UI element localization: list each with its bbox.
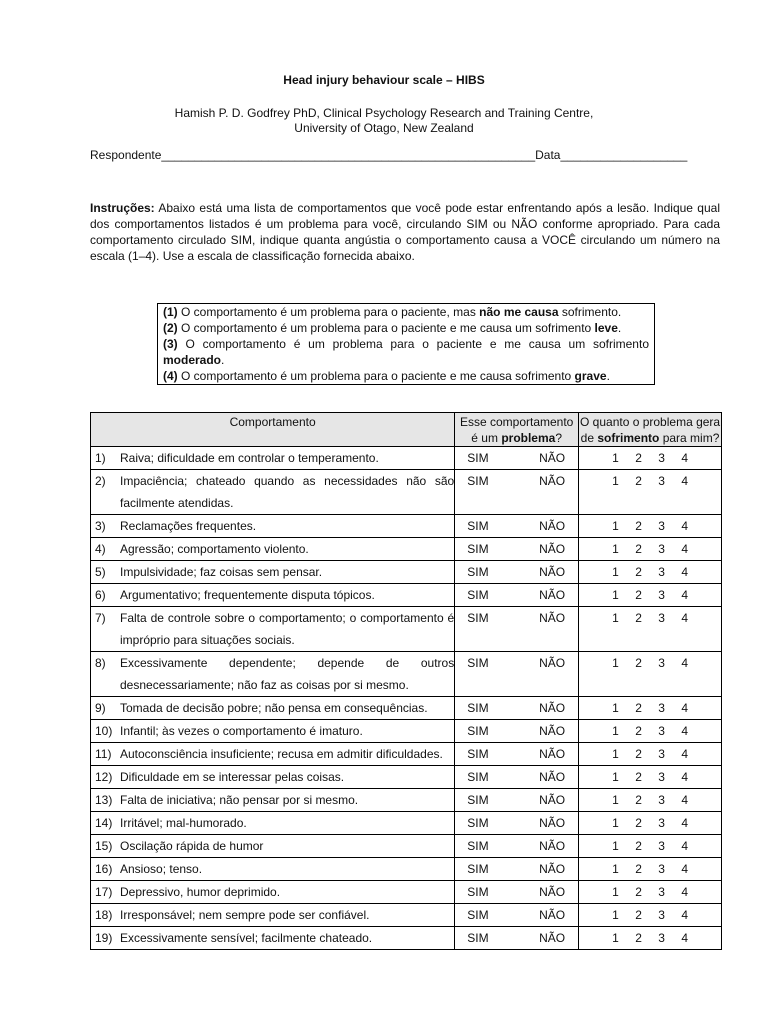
- scale-option[interactable]: 3: [658, 701, 665, 715]
- scale-option[interactable]: 1: [612, 701, 619, 715]
- scale-option[interactable]: 4: [681, 542, 689, 556]
- problem-cell: [455, 858, 579, 881]
- behaviour-cell: [91, 904, 455, 927]
- behaviour-text: Reclamações frequentes.: [120, 519, 257, 533]
- yes-option[interactable]: SIM: [467, 908, 489, 922]
- scale-option[interactable]: 4: [681, 816, 689, 830]
- scale-option[interactable]: 4: [681, 885, 689, 899]
- no-option[interactable]: NÃO: [539, 611, 566, 625]
- row-number: 3): [95, 519, 106, 533]
- distress-cell: [579, 652, 722, 697]
- scale-option[interactable]: 2: [635, 839, 642, 853]
- row-number: 15): [95, 839, 113, 853]
- scale-option[interactable]: 4: [681, 611, 689, 625]
- distress-cell: [579, 835, 722, 858]
- scale-option[interactable]: 1: [612, 542, 619, 556]
- problem-cell: [455, 720, 579, 743]
- behaviour-text: Irresponsável; nem sempre pode ser confiável.: [120, 908, 370, 922]
- behaviour-text: Depressivo, humor deprimido.: [120, 885, 281, 899]
- row-number: 5): [95, 565, 106, 579]
- header-behaviour: Comportamento: [91, 413, 455, 447]
- table-row: [91, 743, 722, 766]
- yes-option[interactable]: SIM: [467, 724, 489, 738]
- row-number: 10): [95, 724, 113, 738]
- scale-option[interactable]: 1: [612, 611, 619, 625]
- no-option[interactable]: NÃO: [539, 908, 566, 922]
- behaviour-text: Irritável; mal-humorado.: [120, 816, 247, 830]
- no-option[interactable]: NÃO: [539, 816, 566, 830]
- behaviour-cell: [91, 538, 455, 561]
- table-row: [91, 584, 722, 607]
- behaviour-cell: [91, 720, 455, 743]
- problem-cell: [455, 904, 579, 927]
- scale-option[interactable]: 3: [658, 656, 665, 670]
- scale-option[interactable]: 4: [681, 588, 689, 602]
- distress-cell: [579, 812, 722, 835]
- scale-option[interactable]: 2: [635, 724, 642, 738]
- scale-item: (2) O comportamento é um problema para o paciente e me causa um sofrimento leve.: [163, 321, 622, 335]
- scale-option[interactable]: 4: [681, 747, 689, 761]
- no-option[interactable]: NÃO: [539, 885, 566, 899]
- scale-option[interactable]: 1: [612, 724, 619, 738]
- behaviour-cell: [91, 812, 455, 835]
- no-option[interactable]: NÃO: [539, 519, 566, 533]
- row-number: 12): [95, 770, 113, 784]
- table-row: [91, 766, 722, 789]
- problem-cell: [455, 927, 579, 950]
- behaviour-cell: [91, 766, 455, 789]
- distress-cell: [579, 515, 722, 538]
- scale-option[interactable]: 1: [612, 474, 619, 488]
- scale-option[interactable]: 4: [681, 793, 689, 807]
- problem-cell: [455, 766, 579, 789]
- distress-cell: [579, 561, 722, 584]
- scale-option[interactable]: 1: [612, 656, 619, 670]
- distress-cell: [579, 447, 722, 470]
- table-row: [91, 561, 722, 584]
- problem-cell: [455, 697, 579, 720]
- table-row: [91, 538, 722, 561]
- scale-option[interactable]: 4: [681, 908, 689, 922]
- header-distress: O quanto o problema gera de sofrimento para mim?: [579, 413, 722, 447]
- row-number: 8): [95, 656, 106, 670]
- table-row: [91, 697, 722, 720]
- yes-option[interactable]: SIM: [467, 816, 489, 830]
- scale-option[interactable]: 3: [658, 908, 665, 922]
- table-row: [91, 789, 722, 812]
- yes-option[interactable]: SIM: [467, 862, 489, 876]
- distress-cell: [579, 858, 722, 881]
- scale-option[interactable]: 3: [658, 793, 665, 807]
- scale-item: (4) O comportamento é um problema para o paciente e me causa sofrimento grave.: [163, 369, 610, 383]
- scale-option[interactable]: 2: [635, 451, 642, 465]
- scale-option[interactable]: 2: [635, 885, 642, 899]
- distress-cell: [579, 789, 722, 812]
- header-problem: Esse comportamento é um problema?: [455, 413, 579, 447]
- scale-option[interactable]: 2: [635, 908, 642, 922]
- no-option[interactable]: NÃO: [539, 770, 566, 784]
- behaviour-text: Excessivamente dependente; depende de outros desnecessariamente; não faz as coisas por si mesmo.: [120, 656, 455, 692]
- row-number: 19): [95, 931, 113, 945]
- scale-option[interactable]: 2: [635, 862, 642, 876]
- scale-option[interactable]: 1: [612, 885, 619, 899]
- table-row: [91, 927, 722, 950]
- behaviour-text: Falta de iniciativa; não pensar por si mesmo.: [120, 793, 359, 807]
- behaviour-cell: [91, 835, 455, 858]
- problem-cell: [455, 835, 579, 858]
- problem-cell: [455, 881, 579, 904]
- distress-cell: [579, 904, 722, 927]
- row-number: 1): [95, 451, 106, 465]
- row-number: 11): [95, 747, 112, 761]
- document-title: Head injury behaviour scale – HIBS: [283, 73, 485, 87]
- row-number: 9): [95, 701, 106, 715]
- scale-option[interactable]: 4: [681, 474, 689, 488]
- scale-option[interactable]: 3: [658, 770, 665, 784]
- scale-option[interactable]: 1: [612, 565, 619, 579]
- scale-option[interactable]: 4: [681, 770, 689, 784]
- yes-option[interactable]: SIM: [467, 519, 489, 533]
- scale-option[interactable]: 3: [658, 474, 665, 488]
- row-number: 17): [95, 885, 113, 899]
- yes-option[interactable]: SIM: [467, 588, 489, 602]
- scale-option[interactable]: 3: [658, 724, 665, 738]
- no-option[interactable]: NÃO: [539, 474, 566, 488]
- instructions: [90, 200, 720, 264]
- scale-option[interactable]: 3: [658, 451, 665, 465]
- scale-option[interactable]: 2: [635, 770, 642, 784]
- scale-option[interactable]: 3: [658, 611, 665, 625]
- scale-option[interactable]: 3: [658, 519, 665, 533]
- problem-cell: [455, 584, 579, 607]
- scale-option[interactable]: 3: [658, 542, 665, 556]
- scale-option[interactable]: 1: [612, 816, 619, 830]
- rating-scale-box: [157, 303, 655, 385]
- scale-option[interactable]: 4: [681, 519, 689, 533]
- instructions-text: Abaixo está uma lista de comportamentos que você pode estar enfrentando após a lesão. Indique qual dos comportamentos listados é um problema para você, circulando SIM ou NÃO conforme apropriado. Para cada comportamento circulado SIM, indique quanta angústia o comportamento causa a VOCÊ circulando um número na escala (1–4). Use a escala de classificação fornecida abaixo.: [90, 201, 720, 263]
- table-row: [91, 881, 722, 904]
- scale-option[interactable]: 4: [681, 862, 689, 876]
- scale-option[interactable]: 2: [635, 747, 642, 761]
- distress-cell: [579, 766, 722, 789]
- problem-cell: [455, 538, 579, 561]
- scale-option[interactable]: 4: [681, 839, 689, 853]
- row-number: 6): [95, 588, 106, 602]
- yes-option[interactable]: SIM: [467, 656, 489, 670]
- scale-option[interactable]: 2: [635, 701, 642, 715]
- behaviour-cell: [91, 584, 455, 607]
- behaviour-cell: [91, 470, 455, 515]
- scale-option[interactable]: 3: [658, 565, 665, 579]
- no-option[interactable]: NÃO: [539, 565, 566, 579]
- scale-option[interactable]: 2: [635, 611, 642, 625]
- scale-item: (3) O comportamento é um problema para o paciente e me causa um sofrimento moderado.: [163, 337, 649, 367]
- yes-option[interactable]: SIM: [467, 542, 489, 556]
- scale-option[interactable]: 4: [681, 701, 689, 715]
- distress-cell: [579, 743, 722, 766]
- row-number: 14): [95, 816, 113, 830]
- instructions-label: Instruções:: [90, 201, 155, 215]
- problem-cell: [455, 607, 579, 652]
- behaviour-text: Dificuldade em se interessar pelas coisas.: [120, 770, 345, 784]
- scale-option[interactable]: 2: [635, 816, 642, 830]
- yes-option[interactable]: SIM: [467, 451, 489, 465]
- scale-option[interactable]: 3: [658, 839, 665, 853]
- behaviour-text: Raiva; dificuldade em controlar o temperamento.: [120, 451, 379, 465]
- scale-option[interactable]: 3: [658, 931, 665, 945]
- no-option[interactable]: NÃO: [539, 451, 566, 465]
- scale-option[interactable]: 3: [658, 588, 665, 602]
- no-option[interactable]: NÃO: [539, 542, 566, 556]
- scale-option[interactable]: 2: [635, 656, 642, 670]
- table-row: [91, 835, 722, 858]
- problem-cell: [455, 652, 579, 697]
- behaviour-text: Impulsividade; faz coisas sem pensar.: [120, 565, 323, 579]
- behaviour-text: Tomada de decisão pobre; não pensa em consequências.: [120, 701, 428, 715]
- problem-cell: [455, 561, 579, 584]
- row-number: 16): [95, 862, 113, 876]
- scale-option[interactable]: 4: [681, 931, 689, 945]
- distress-cell: [579, 720, 722, 743]
- scale-option[interactable]: 1: [612, 519, 619, 533]
- yes-option[interactable]: SIM: [467, 839, 489, 853]
- row-number: 13): [95, 793, 113, 807]
- distress-cell: [579, 927, 722, 950]
- yes-option[interactable]: SIM: [467, 474, 489, 488]
- table-row: [91, 652, 722, 697]
- scale-option[interactable]: 3: [658, 885, 665, 899]
- scale-option[interactable]: 1: [612, 747, 619, 761]
- problem-cell: [455, 789, 579, 812]
- table-row: [91, 720, 722, 743]
- table-row: [91, 515, 722, 538]
- table-row: [91, 858, 722, 881]
- behaviour-text: Oscilação rápida de humor: [120, 839, 264, 853]
- scale-option[interactable]: 2: [635, 565, 642, 579]
- scale-option[interactable]: 2: [635, 588, 642, 602]
- behaviour-text: Falta de controle sobre o comportamento; o comportamento é impróprio para situações sociais.: [120, 611, 455, 647]
- scale-option[interactable]: 1: [612, 770, 619, 784]
- behaviour-text: Autoconsciência insuficiente; recusa em admitir dificuldades.: [120, 747, 443, 761]
- scale-option[interactable]: 4: [681, 724, 689, 738]
- behaviour-text: Agressão; comportamento violento.: [120, 542, 309, 556]
- yes-option[interactable]: SIM: [467, 885, 489, 899]
- problem-cell: [455, 470, 579, 515]
- scale-option[interactable]: 2: [635, 931, 642, 945]
- table-row: [91, 812, 722, 835]
- behaviour-text: Ansioso; tenso.: [120, 862, 203, 876]
- distress-cell: [579, 470, 722, 515]
- yes-option[interactable]: SIM: [467, 701, 489, 715]
- no-option[interactable]: NÃO: [539, 793, 566, 807]
- behaviour-cell: [91, 743, 455, 766]
- no-option[interactable]: NÃO: [539, 724, 566, 738]
- distress-cell: [579, 538, 722, 561]
- behaviour-text: Excessivamente sensível; facilmente chateado.: [120, 931, 373, 945]
- distress-cell: [579, 881, 722, 904]
- behaviour-text: Argumentativo; frequentemente disputa tópicos.: [120, 588, 375, 602]
- scale-option[interactable]: 1: [612, 451, 619, 465]
- scale-option[interactable]: 2: [635, 542, 642, 556]
- no-option[interactable]: NÃO: [539, 656, 566, 670]
- scale-option[interactable]: 4: [681, 565, 689, 579]
- no-option[interactable]: NÃO: [539, 747, 566, 761]
- row-number: 18): [95, 908, 113, 922]
- table-row: [91, 904, 722, 927]
- no-option[interactable]: NÃO: [539, 701, 566, 715]
- behaviour-cell: [91, 561, 455, 584]
- no-option[interactable]: NÃO: [539, 839, 566, 853]
- behaviour-table: [90, 412, 722, 950]
- scale-option[interactable]: 1: [612, 588, 619, 602]
- scale-option[interactable]: 4: [681, 451, 689, 465]
- scale-option[interactable]: 3: [658, 862, 665, 876]
- author-line: Hamish P. D. Godfrey PhD, Clinical Psychology Research and Training Centre,: [174, 106, 594, 120]
- scale-option[interactable]: 1: [612, 839, 619, 853]
- problem-cell: [455, 447, 579, 470]
- behaviour-cell: [91, 447, 455, 470]
- behaviour-cell: [91, 927, 455, 950]
- behaviour-cell: [91, 858, 455, 881]
- yes-option[interactable]: SIM: [467, 793, 489, 807]
- row-number: 7): [95, 611, 106, 625]
- respondent-date-line[interactable]: Respondente________________________________________________________Data___________________: [90, 148, 688, 162]
- scale-option[interactable]: 2: [635, 793, 642, 807]
- row-number: 4): [95, 542, 106, 556]
- no-option[interactable]: NÃO: [539, 588, 566, 602]
- problem-cell: [455, 515, 579, 538]
- scale-option[interactable]: 1: [612, 793, 619, 807]
- behaviour-text: Impaciência; chateado quando as necessidades não são facilmente atendidas.: [120, 474, 455, 510]
- table-row: [91, 470, 722, 515]
- scale-option[interactable]: 1: [612, 908, 619, 922]
- behaviour-cell: [91, 652, 455, 697]
- problem-cell: [455, 812, 579, 835]
- behaviour-cell: [91, 697, 455, 720]
- behaviour-cell: [91, 789, 455, 812]
- scale-option[interactable]: 1: [612, 931, 619, 945]
- problem-cell: [455, 743, 579, 766]
- behaviour-text: Infantil; às vezes o comportamento é imaturo.: [120, 724, 363, 738]
- scale-option[interactable]: 2: [635, 519, 642, 533]
- distress-cell: [579, 584, 722, 607]
- behaviour-cell: [91, 515, 455, 538]
- no-option[interactable]: NÃO: [539, 931, 566, 945]
- yes-option[interactable]: SIM: [467, 770, 489, 784]
- author-block: [0, 106, 768, 136]
- table-header-row: [91, 413, 722, 447]
- yes-option[interactable]: SIM: [467, 931, 489, 945]
- scale-option[interactable]: 3: [658, 747, 665, 761]
- yes-option[interactable]: SIM: [467, 747, 489, 761]
- table-row: [91, 607, 722, 652]
- scale-option[interactable]: 4: [681, 656, 689, 670]
- row-number: 2): [95, 474, 106, 488]
- distress-cell: [579, 697, 722, 720]
- yes-option[interactable]: SIM: [467, 565, 489, 579]
- behaviour-cell: [91, 607, 455, 652]
- distress-cell: [579, 607, 722, 652]
- scale-option[interactable]: 2: [635, 474, 642, 488]
- affiliation-line: University of Otago, New Zealand: [294, 121, 474, 135]
- scale-item: (1) O comportamento é um problema para o paciente, mas não me causa sofrimento.: [163, 305, 622, 319]
- scale-option[interactable]: 1: [612, 862, 619, 876]
- yes-option[interactable]: SIM: [467, 611, 489, 625]
- behaviour-cell: [91, 881, 455, 904]
- scale-option[interactable]: 3: [658, 816, 665, 830]
- no-option[interactable]: NÃO: [539, 862, 566, 876]
- table-row: [91, 447, 722, 470]
